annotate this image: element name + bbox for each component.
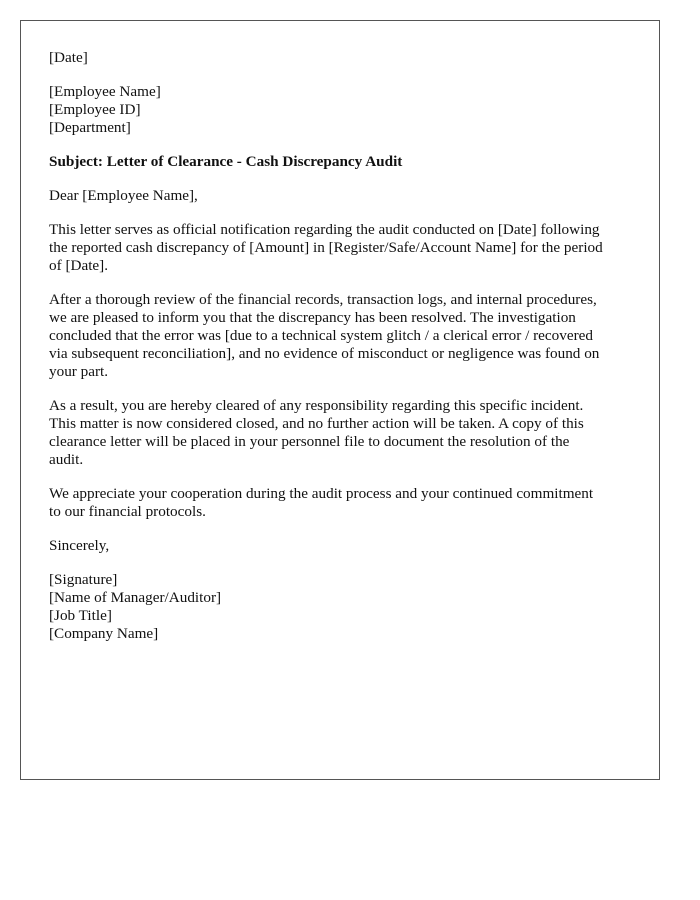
date-line <box>49 49 635 67</box>
paragraph-line: to our financial protocols. <box>49 503 206 520</box>
paragraph-notification <box>49 221 635 275</box>
paragraph-line: we are pleased to inform you that the discrepancy has been resolved. The investigation <box>49 309 576 326</box>
letter-page <box>20 20 660 780</box>
recipient-name: [Employee Name] <box>49 83 161 100</box>
paragraph-clearance <box>49 397 635 469</box>
signer-title: [Job Title] <box>49 607 112 624</box>
paragraph-line: of [Date]. <box>49 257 109 274</box>
paragraph-line: As a result, you are hereby cleared of any responsibility regarding this specific incident. <box>49 397 584 414</box>
recipient-block <box>49 83 635 137</box>
salutation: Dear [Employee Name], <box>49 187 198 204</box>
paragraph-line: your part. <box>49 363 109 380</box>
signature-block <box>49 571 635 643</box>
paragraph-line: concluded that the error was [due to a technical system glitch / a clerical error / recovered <box>49 327 593 344</box>
paragraph-line: audit. <box>49 451 84 468</box>
letter-date: [Date] <box>49 49 88 66</box>
closing: Sincerely, <box>49 537 110 554</box>
paragraph-line: After a thorough review of the financial records, transaction logs, and internal procedures, <box>49 291 597 308</box>
subject-line <box>49 153 635 171</box>
signature-placeholder: [Signature] <box>49 571 118 588</box>
letter-body <box>49 49 635 643</box>
signer-name: [Name of Manager/Auditor] <box>49 589 222 606</box>
paragraph-line: the reported cash discrepancy of [Amount] in [Register/Safe/Account Name] for the period <box>49 239 603 256</box>
paragraph-appreciation <box>49 485 635 521</box>
paragraph-line: clearance letter will be placed in your personnel file to document the resolution of the <box>49 433 570 450</box>
closing-line <box>49 537 635 555</box>
recipient-id: [Employee ID] <box>49 101 141 118</box>
company-name: [Company Name] <box>49 625 159 642</box>
paragraph-findings <box>49 291 635 381</box>
paragraph-line: This letter serves as official notification regarding the audit conducted on [Date] following <box>49 221 600 238</box>
paragraph-line: This matter is now considered closed, and no further action will be taken. A copy of this <box>49 415 584 432</box>
paragraph-line: via subsequent reconciliation], and no evidence of misconduct or negligence was found on <box>49 345 600 362</box>
letter-subject: Subject: Letter of Clearance - Cash Discrepancy Audit <box>49 153 403 170</box>
paragraph-line: We appreciate your cooperation during the audit process and your continued commitment <box>49 485 594 502</box>
salutation-line <box>49 187 635 205</box>
recipient-department: [Department] <box>49 119 131 136</box>
